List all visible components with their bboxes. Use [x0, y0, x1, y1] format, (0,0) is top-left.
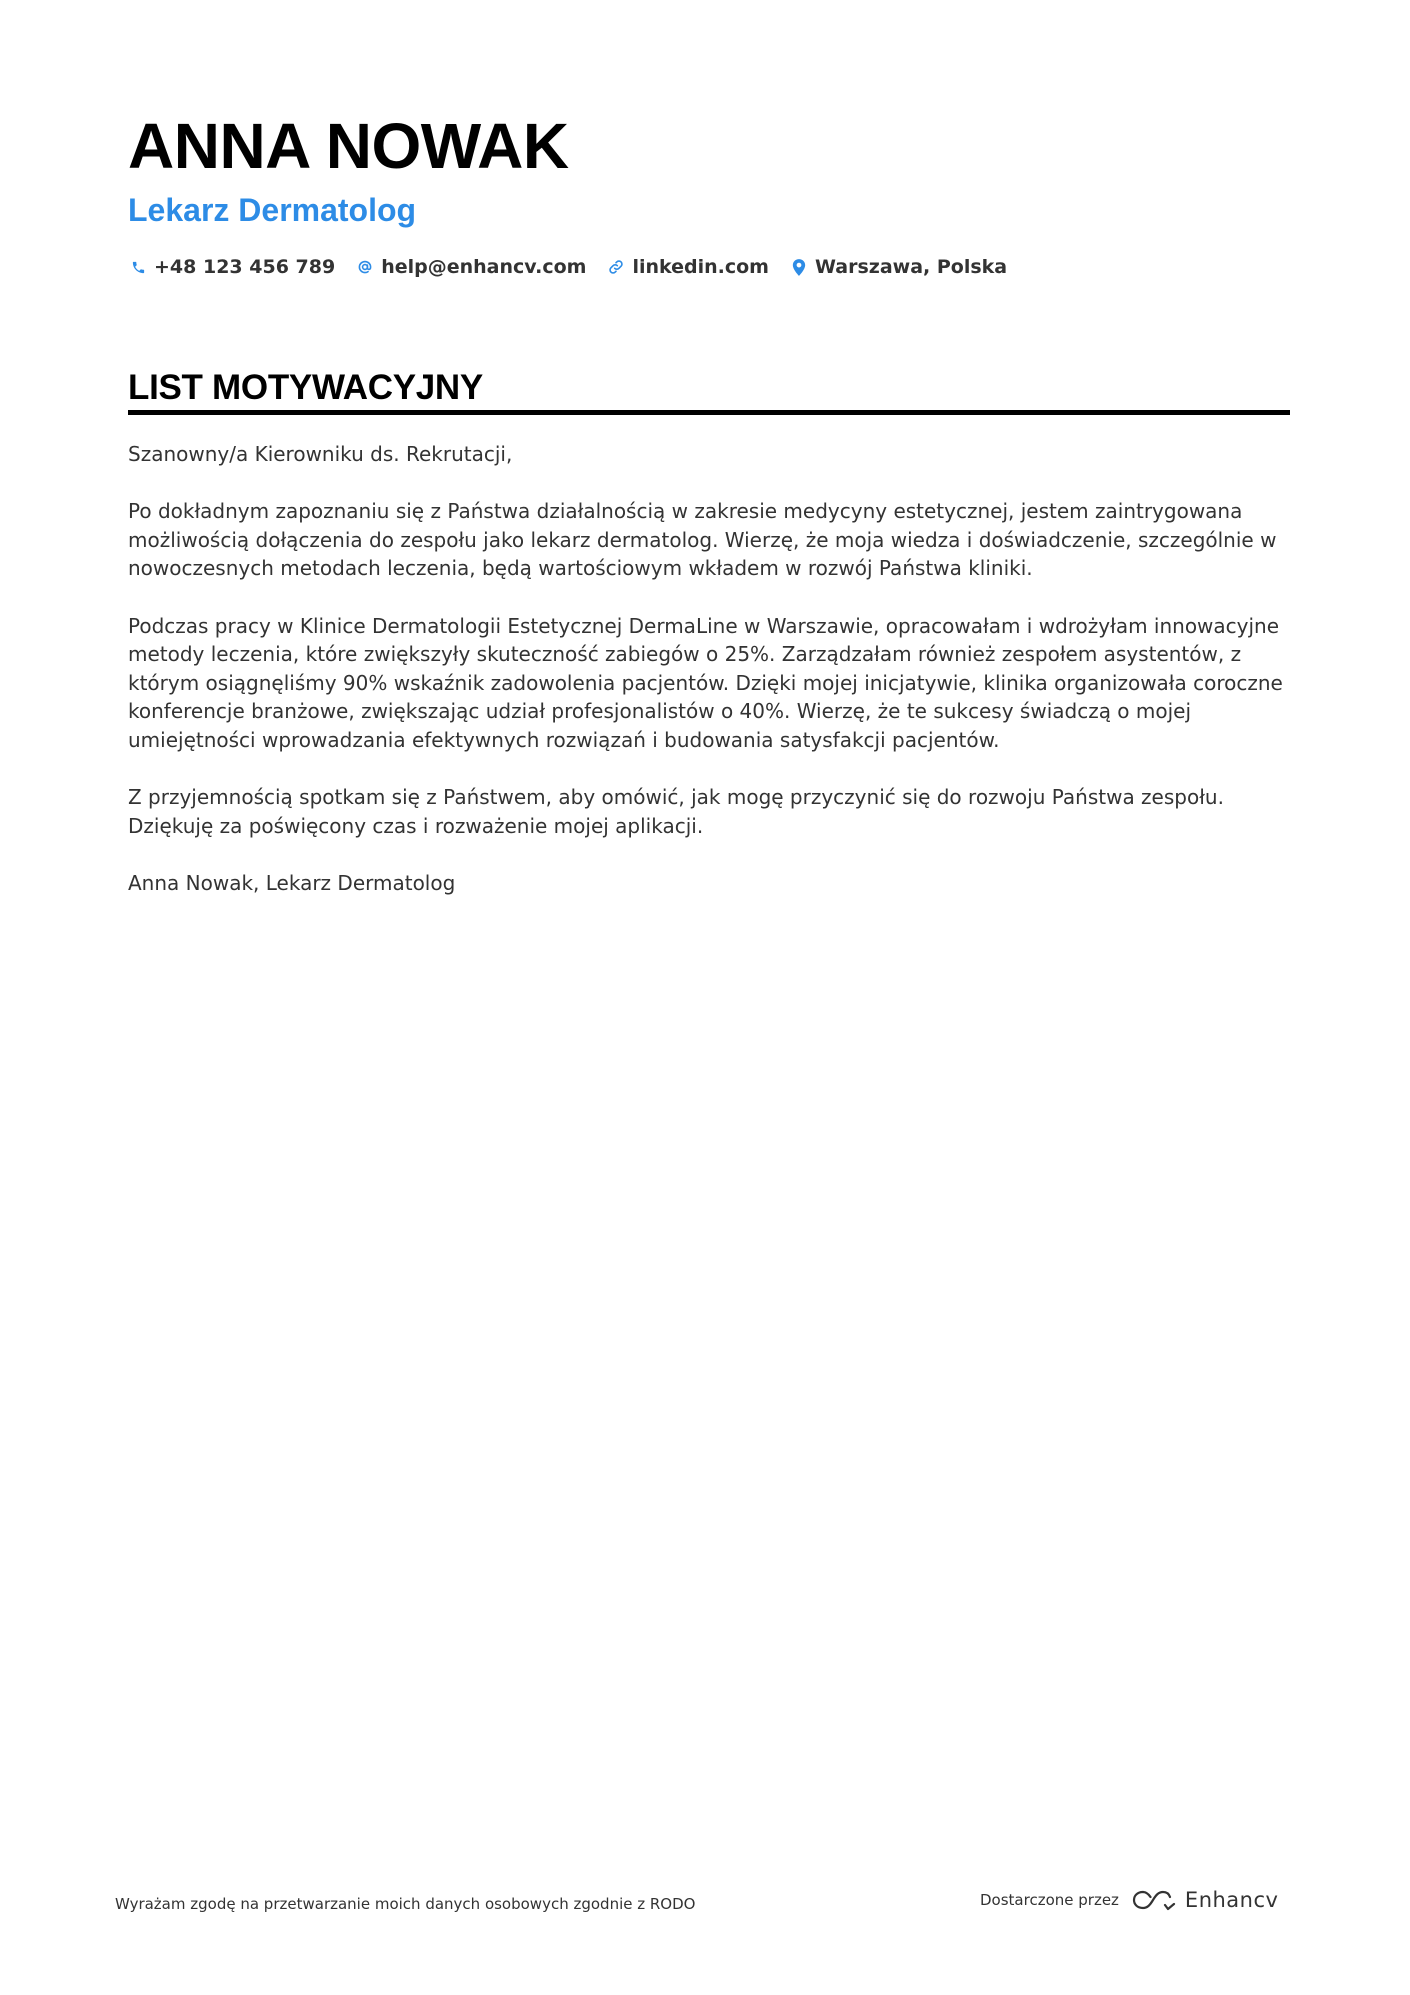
phone-icon: [128, 257, 148, 277]
gdpr-consent: Wyrażam zgodę na przetwarzanie moich danych osobowych zgodnie z RODO: [115, 1895, 696, 1913]
contact-linkedin-text: linkedin.com: [632, 256, 769, 278]
section-divider: [128, 410, 1290, 415]
contact-location: [789, 252, 1007, 282]
link-icon: [606, 257, 626, 277]
letter-greeting: Szanowny/a Kierowniku ds. Rekrutacji,: [128, 442, 513, 466]
enhancv-brand-name: Enhancv: [1184, 1888, 1279, 1912]
location-pin-icon: [789, 257, 809, 277]
contact-phone-text: +48 123 456 789: [154, 256, 336, 278]
letter-paragraph-1: Po dokładnym zapoznaniu się z Państwa działalnością w zakresie medycyny estetycznej, jestem zaintrygowana możliwością dołączenia do zespołu jako lekarz dermatolog. Wierzę, że moja wiedza i doświadczenie, szczególnie w nowoczesnych metodach leczenia, będą wartościowym wkładem w rozwój Państwa kliniki.: [128, 499, 1277, 581]
contact-email[interactable]: [355, 252, 586, 282]
powered-by[interactable]: [980, 1888, 1278, 1912]
letter-paragraph-3: Z przyjemnością spotkam się z Państwem, aby omówić, jak mogę przyczynić się do rozwoju Państwa zespołu. Dziękuję za poświęcony czas i rozważenie mojej aplikacji.: [128, 785, 1224, 838]
letter-body: [128, 440, 1298, 926]
contact-phone[interactable]: [128, 252, 335, 282]
candidate-name: ANNA NOWAK: [128, 110, 569, 182]
letter-paragraph-2: Podczas pracy w Klinice Dermatologii Estetycznej DermaLine w Warszawie, opracowałam i wdrożyłam innowacyjne metody leczenia, które zwiększyły skuteczność zabiegów o 25%. Zarządzałam również zespołem asystentów, z którym osiągnęliśmy 90% wskaźnik zadowolenia pacjentów. Dzięki mojej inicjatywie, klinika organizowała coroczne konferencje branżowe, zwiększając udział profesjonalistów o 40%. Wierzę, że te sukcesy świadczą o mojej umiejętności wprowadzania efektywnych rozwiązań i budowania satysfakcji pacjentów.: [128, 613, 1283, 752]
contact-email-text: help@enhancv.com: [381, 256, 587, 278]
powered-by-label: Dostarczone przez: [980, 1891, 1119, 1909]
letter-signature: Anna Nowak, Lekarz Dermatolog: [128, 870, 456, 895]
contact-location-text: Warszawa, Polska: [814, 256, 1008, 278]
enhancv-logo-icon: [1131, 1888, 1177, 1912]
section-title: LIST MOTYWACYJNY: [128, 368, 483, 407]
contact-linkedin[interactable]: [606, 252, 769, 282]
at-icon: [355, 257, 375, 277]
contact-bar: [128, 252, 1027, 282]
candidate-title: Lekarz Dermatolog: [128, 192, 417, 228]
